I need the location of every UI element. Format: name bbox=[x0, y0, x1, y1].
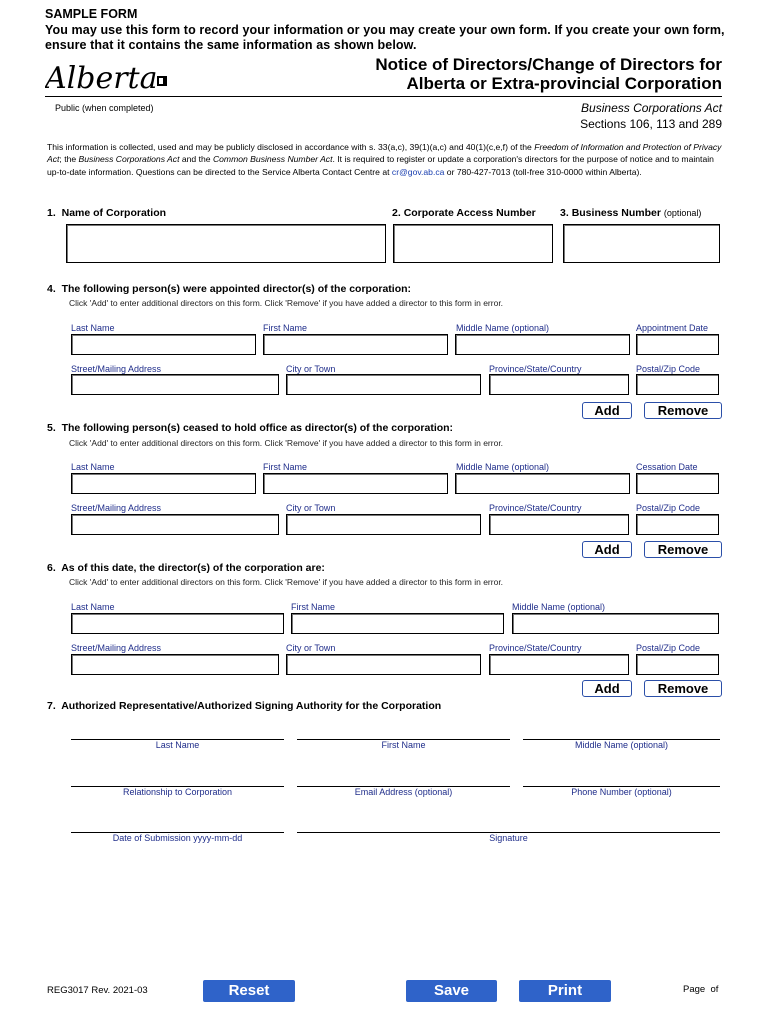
s5-middle-name-input[interactable] bbox=[455, 473, 630, 494]
s5-postal-label: Postal/Zip Code bbox=[636, 503, 701, 513]
sample-form-note: You may use this form to record your information or you may create your own form. If you create your own form, ensure that it contains the same information as shown below. bbox=[45, 23, 725, 52]
section-6-instruction: Click 'Add' to enter additional directors on this form. Click 'Remove' if you have added a director to this form in error. bbox=[69, 577, 504, 587]
s7-last-name-label: Last Name bbox=[155, 740, 200, 750]
s6-last-name-label: Last Name bbox=[71, 602, 115, 612]
act-reference bbox=[580, 100, 722, 132]
section-4-label: 4. The following person(s) were appointed director(s) of the corporation: bbox=[47, 283, 412, 295]
s7-middle-name-label: Middle Name (optional) bbox=[574, 740, 669, 750]
section-3-label: 3. Business Number (optional) bbox=[560, 207, 702, 219]
s6-street-label: Street/Mailing Address bbox=[71, 643, 162, 653]
s4-appointment-date-input[interactable] bbox=[636, 334, 719, 355]
s4-middle-name-label: Middle Name (optional) bbox=[456, 323, 550, 333]
form-id: REG3017 Rev. 2021-03 bbox=[47, 985, 148, 996]
header-divider bbox=[45, 96, 722, 97]
section-1-label: 1. Name of Corporation bbox=[47, 207, 167, 219]
act-sections: Sections 106, 113 and 289 bbox=[580, 117, 722, 131]
title-line-2: Alberta or Extra-provincial Corporation bbox=[406, 74, 722, 93]
print-button[interactable]: Print bbox=[519, 980, 611, 1002]
s4-last-name-input[interactable] bbox=[71, 334, 256, 355]
s4-street-label: Street/Mailing Address bbox=[71, 364, 162, 374]
s5-city-label: City or Town bbox=[286, 503, 336, 513]
s5-middle-name-label: Middle Name (optional) bbox=[456, 462, 550, 472]
s7-phone-label: Phone Number (optional) bbox=[571, 787, 672, 797]
contact-email-link[interactable]: cr@gov.ab.ca bbox=[391, 166, 445, 177]
title-line-1: Notice of Directors/Change of Directors for bbox=[375, 55, 722, 74]
s5-cessation-date-input[interactable] bbox=[636, 473, 719, 494]
s5-cessation-date-label: Cessation Date bbox=[636, 462, 698, 472]
s7-signature-label: Signature bbox=[489, 833, 528, 843]
reset-button[interactable]: Reset bbox=[203, 980, 295, 1002]
s4-appointment-date-label: Appointment Date bbox=[636, 323, 709, 333]
corporate-access-number-input[interactable] bbox=[393, 224, 553, 263]
svg-text:Alberta: Alberta bbox=[45, 61, 158, 96]
s6-city-label: City or Town bbox=[286, 643, 336, 653]
s6-city-input[interactable] bbox=[286, 654, 481, 675]
section-4-instruction: Click 'Add' to enter additional directors on this form. Click 'Remove' if you have added a director to this form in error. bbox=[69, 298, 504, 308]
form-title bbox=[375, 55, 722, 93]
section-5-instruction: Click 'Add' to enter additional directors on this form. Click 'Remove' if you have added a director to this form in error. bbox=[69, 438, 504, 448]
s5-province-input[interactable] bbox=[489, 514, 629, 535]
s4-postal-input[interactable] bbox=[636, 374, 719, 395]
corporation-name-input[interactable] bbox=[66, 224, 386, 263]
s6-province-label: Province/State/Country bbox=[489, 643, 582, 653]
page-indicator: Page of bbox=[683, 984, 719, 995]
s4-postal-label: Postal/Zip Code bbox=[636, 364, 701, 374]
s6-middle-name-label: Middle Name (optional) bbox=[512, 602, 606, 612]
s5-province-label: Province/State/Country bbox=[489, 503, 582, 513]
s4-first-name-label: First Name bbox=[263, 323, 308, 333]
s5-last-name-input[interactable] bbox=[71, 473, 256, 494]
section-7-label: 7. Authorized Representative/Authorized Signing Authority for the Corporation bbox=[47, 700, 442, 712]
s6-street-input[interactable] bbox=[71, 654, 279, 675]
s7-email-label: Email Address (optional) bbox=[354, 787, 453, 797]
s5-remove-button[interactable]: Remove bbox=[644, 541, 722, 558]
s5-first-name-input[interactable] bbox=[263, 473, 448, 494]
s6-last-name-input[interactable] bbox=[71, 613, 284, 634]
s4-city-label: City or Town bbox=[286, 364, 336, 374]
s6-remove-button[interactable]: Remove bbox=[644, 680, 722, 697]
alberta-logo bbox=[45, 58, 175, 98]
s5-city-input[interactable] bbox=[286, 514, 481, 535]
s5-postal-input[interactable] bbox=[636, 514, 719, 535]
s6-postal-input[interactable] bbox=[636, 654, 719, 675]
s5-add-button[interactable]: Add bbox=[582, 541, 632, 558]
public-note: Public (when completed) bbox=[55, 103, 154, 113]
s4-street-input[interactable] bbox=[71, 374, 279, 395]
sample-form-title: SAMPLE FORM bbox=[45, 7, 138, 21]
s6-add-button[interactable]: Add bbox=[582, 680, 632, 697]
s5-last-name-label: Last Name bbox=[71, 462, 115, 472]
s5-street-input[interactable] bbox=[71, 514, 279, 535]
save-button[interactable]: Save bbox=[406, 980, 497, 1002]
s4-add-button[interactable]: Add bbox=[582, 402, 632, 419]
s6-first-name-input[interactable] bbox=[291, 613, 504, 634]
s7-first-name-label: First Name bbox=[381, 740, 426, 750]
s6-postal-label: Postal/Zip Code bbox=[636, 643, 701, 653]
s5-street-label: Street/Mailing Address bbox=[71, 503, 162, 513]
disclosure-text: This information is collected, used and may be publicly disclosed in accordance with s. 33(a,c), 39(1)(a,c) and 40(1)(c,e,f) of the Freedom of Information and Protection of Privacy Act; the Business Corporations Act and the Common Business Number Act. It is required to register or update a corporation's directors for the purpose of notice and to maintain up-to-date information. Questions can be directed to the Service Alberta Contact Centre at cr@gov.ab.ca or 780-427-7013 (toll-free 310-0000 within Alberta). bbox=[47, 142, 722, 177]
s6-first-name-label: First Name bbox=[291, 602, 336, 612]
s5-first-name-label: First Name bbox=[263, 462, 308, 472]
s7-date-label: Date of Submission yyyy-mm-dd bbox=[112, 833, 243, 843]
act-name: Business Corporations Act bbox=[581, 101, 722, 115]
business-number-input[interactable] bbox=[563, 224, 720, 263]
s7-relationship-label: Relationship to Corporation bbox=[122, 787, 233, 797]
s6-middle-name-input[interactable] bbox=[512, 613, 719, 634]
s4-last-name-label: Last Name bbox=[71, 323, 115, 333]
section-6-label: 6. As of this date, the director(s) of the corporation are: bbox=[47, 562, 325, 574]
s4-middle-name-input[interactable] bbox=[455, 334, 630, 355]
section-5-label: 5. The following person(s) ceased to hold office as director(s) of the corporation: bbox=[47, 422, 454, 434]
s6-province-input[interactable] bbox=[489, 654, 629, 675]
s4-remove-button[interactable]: Remove bbox=[644, 402, 722, 419]
s4-province-input[interactable] bbox=[489, 374, 629, 395]
s4-first-name-input[interactable] bbox=[263, 334, 448, 355]
section-2-label: 2. Corporate Access Number bbox=[392, 207, 536, 219]
s4-province-label: Province/State/Country bbox=[489, 364, 582, 374]
s4-city-input[interactable] bbox=[286, 374, 481, 395]
